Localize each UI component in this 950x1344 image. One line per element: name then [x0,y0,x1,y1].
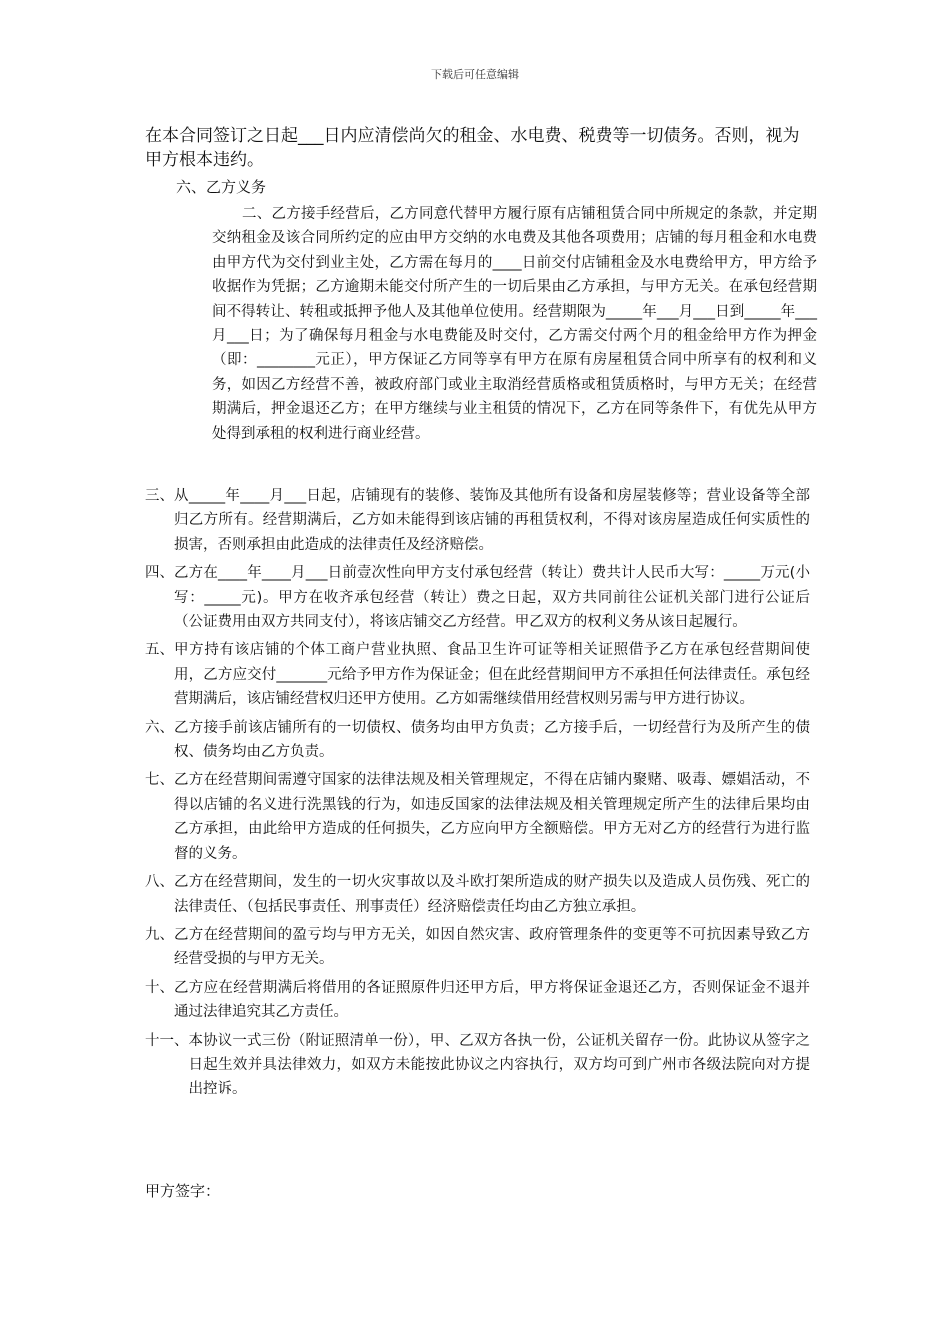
clause-item [145,923,810,972]
clause-text: 甲方持有该店铺的个体工商户营业执照、食品卫生许可证等相关证照借予乙方在承包经营期间使用，乙方应交付_______元给予甲方作为保证金；但在此经营期间甲方不承担任何法律责任。承包经营期满后，该店铺经营权归还甲方使用。乙方如需继续借用经营权则另需与甲方进行协议。 [174,642,810,708]
clause-text: 从_____年____月___日起，店铺现有的装修、装饰及其他所有设备和房屋装修等；营业设备等全部归乙方所有。经营期满后，乙方如未能得到该店铺的再租赁权利，不得对该房屋造成任何实质性的损害，否则承担由此造成的法律责任及经济赔偿。 [174,488,810,553]
clause-text: 乙方应在经营期满后将借用的各证照原件归还甲方后，甲方将保证金退还乙方，否则保证金不退并通过法律追究其乙方责任。 [174,979,810,1021]
page-header: 下载后可任意编辑 [431,68,519,81]
clause-text: 乙方在经营期间的盈亏均与甲方无关，如因自然灾害、政府管理条件的变更等不可抗因素导致乙方经营受损的与甲方无关。 [174,926,810,968]
clause-number: 七、 [145,772,174,789]
clause-text: 乙方在经营期间，发生的一切火灾事故以及斗欧打架所造成的财产损失以及造成人员伤残、死亡的法律责任、（包括民事责任、刑事责任）经济赔偿责任均由乙方独立承担。 [174,874,810,915]
clause-item [145,870,810,919]
clause-item [145,1029,810,1102]
intro-paragraph: 在本合同签订之日起___日内应清偿尚欠的租金、水电费、税费等一切债务。否则，视为甲方根本违约。 [145,126,800,170]
clause-number: 八、 [145,874,174,891]
subsection-body: 二、乙方接手经营后，乙方同意代替甲方履行原有店铺租赁合同中所规定的条款，并定期交纳租金及该合同所约定的应由甲方交纳的水电费及其他各项费用；店铺的每月租金和水电费由甲方代为交付到业主处，乙方需在每月的____日前交付店铺租金及水电费给甲方，甲方给予收据作为凭据；乙方逾期未能交付所产生的一切后果由乙方承担，与甲方无关。在承包经营期间不得转让、转租或抵押予他人及其他单位使用。经营期限为_____年___月___日到_____年___月___日；为了确保每月租金与水电费能及时交付，乙方需交付两个月的租金给甲方作为押金（即：________元正），甲方保证乙方同等享有甲方在原有房屋租赁合同中所享有的权利和义务，如因乙方经营不善，被政府部门或业主取消经营质格或租赁质格时，与甲方无关；在经营期满后，押金退还乙方；在甲方继续与业主租赁的情况下，乙方在同等条件下，有优先从甲方处得到承租的权利进行商业经营。 [212,206,817,442]
clause-number: 五、 [145,642,174,659]
clause-text: 本协议一式三份（附证照清单一份），甲、乙双方各执一份，公证机关留存一份。此协议从签字之日起生效并具法律效力，如双方未能按此协议之内容执行，双方均可到广州市各级法院向对方提出控诉。 [188,1032,810,1098]
clause-item [145,768,810,866]
clause-item [145,484,810,557]
clause-number: 三、 [145,488,174,504]
clause-item [145,976,810,1025]
clause-text: 乙方在经营期间需遵守国家的法律法规及相关管理规定，不得在店铺内聚赌、吸毒、嫖娼活动，不得以店铺的名义进行洗黑钱的行为，如违反国家的法律法规及相关管理规定所产生的法律后果均由乙方承担，由此给甲方造成的任何损失，乙方应向甲方全额赔偿。甲方无对乙方的经营行为进行监督的义务。 [174,772,810,862]
clause-text: 乙方接手前该店铺所有的一切债权、债务均由甲方负责；乙方接手后，一切经营行为及所产生的债权、债务均由乙方负责。 [174,719,810,761]
clause-number: 四、 [145,565,174,582]
clause-item [145,561,810,634]
clause-item [145,638,810,711]
clause-item [145,716,810,765]
clause-number: 六、 [145,719,174,736]
clause-number: 九、 [145,926,174,943]
subsection-heading: 六、乙方义务 [176,178,267,196]
clause-number: 十、 [145,979,174,996]
signature-label: 甲方签字： [145,1182,221,1200]
clause-number: 十一、 [145,1032,189,1049]
clause-text: 乙方在____年____月___日前壹次性向甲方支付承包经营（转让）费共计人民币大写：_____万元(小写：_____元)。甲方在收齐承包经营（转让）费之日起，双方共同前往公证机关部门进行公证后（公证费用由双方共同支付），将该店铺交乙方经营。甲乙双方的权利义务从该日起履行。 [174,565,810,631]
clause-list [145,484,810,1106]
